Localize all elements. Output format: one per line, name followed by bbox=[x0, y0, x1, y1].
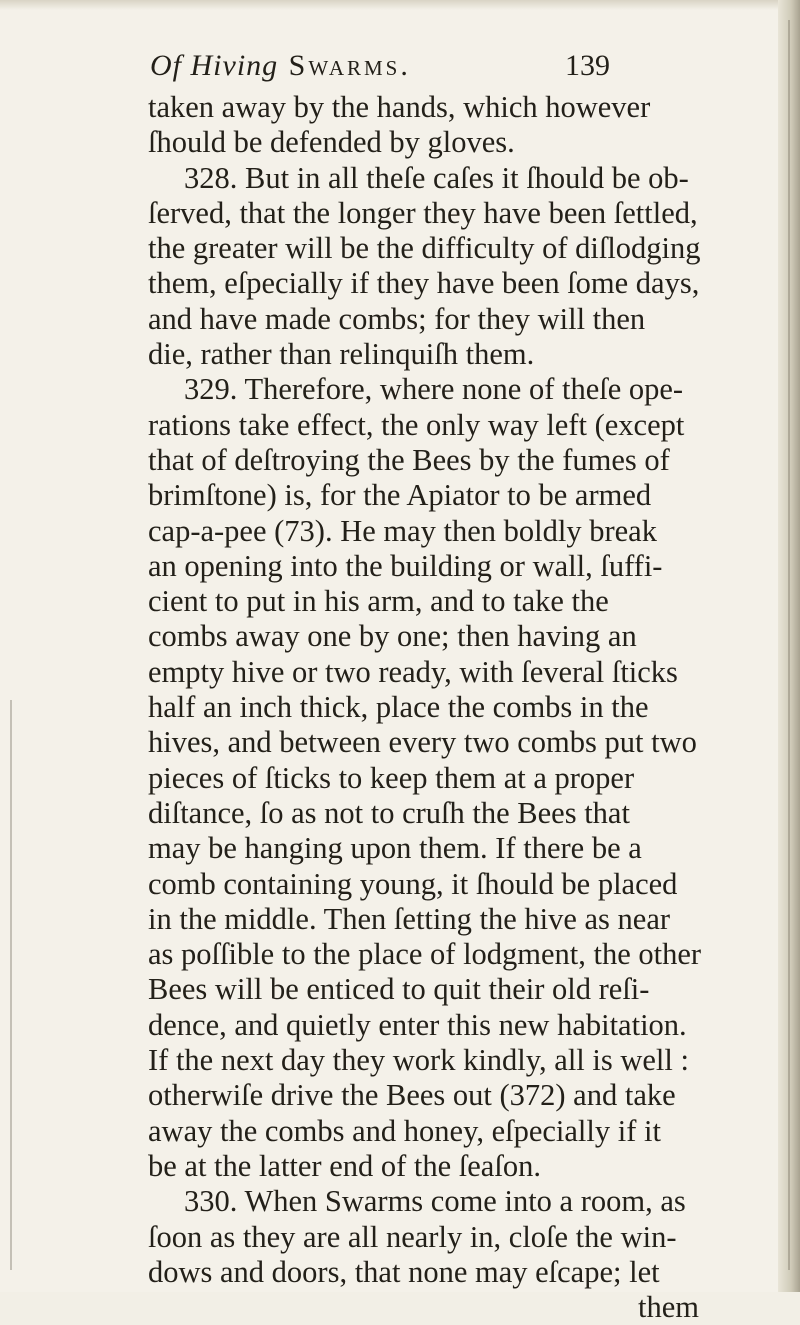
text-line: an opening into the building or wall, ſuffi- bbox=[148, 548, 663, 583]
text-line: die, rather than relinquiſh them. bbox=[148, 337, 535, 372]
text-line: pieces of ſticks to keep them at a proper bbox=[148, 760, 635, 795]
text-line: Bees will be enticed to quit their old reſi- bbox=[148, 972, 650, 1007]
text-line: cap-a-pee (73). He may then boldly break bbox=[148, 513, 657, 548]
paragraph-330-start: 330. When Swarms come into a room, as bbox=[184, 1184, 686, 1219]
text-line: empty hive or two ready, with ſeveral ſticks bbox=[148, 654, 678, 689]
running-title-italic: Hiving bbox=[190, 49, 279, 82]
text-line: dence, and quietly enter this new habitation. bbox=[148, 1007, 687, 1042]
page-edge-line bbox=[788, 20, 790, 1270]
body-text bbox=[148, 90, 778, 1325]
text-line: as poſſible to the place of lodgment, the other bbox=[148, 937, 702, 972]
text-line: otherwiſe drive the Bees out (372) and take bbox=[148, 1078, 676, 1113]
running-title-prefix: Of bbox=[150, 49, 191, 82]
running-header bbox=[150, 46, 610, 86]
catchword: them bbox=[638, 1290, 699, 1325]
text-line: the greater will be the difficulty of diſlodging bbox=[148, 231, 701, 266]
paragraph-329-start: 329. Therefore, where none of theſe ope- bbox=[184, 372, 684, 407]
paragraph-328-start: 328. But in all theſe caſes it ſhould be ob- bbox=[184, 160, 689, 195]
text-line: combs away one by one; then having an bbox=[148, 619, 637, 654]
text-line: in the middle. Then ſetting the hive as near bbox=[148, 901, 671, 936]
text-line: comb containing young, it ſhould be placed bbox=[148, 866, 678, 901]
text-line: may be hanging upon them. If there be a bbox=[148, 831, 642, 866]
text-line: be at the latter end of the ſeaſon. bbox=[148, 1148, 541, 1183]
page-number: 139 bbox=[565, 49, 610, 82]
text-line: If the next day they work kindly, all is well : bbox=[148, 1043, 689, 1078]
text-line: rations take effect, the only way left (except bbox=[148, 407, 685, 442]
text-line: half an inch thick, place the combs in the bbox=[148, 690, 649, 725]
text-line: and have made combs; for they will then bbox=[148, 301, 646, 336]
page-top-shadow bbox=[0, 0, 800, 10]
text-line: them, eſpecially if they have been ſome days, bbox=[148, 266, 700, 301]
text-line: dows and doors, that none may eſcape; let bbox=[148, 1254, 660, 1289]
running-title-caps: Swarms. bbox=[278, 49, 411, 82]
text-line: that of deſtroying the Bees by the fumes of bbox=[148, 442, 670, 477]
text-line: hives, and between every two combs put two bbox=[148, 725, 697, 760]
left-margin-mark bbox=[10, 700, 12, 1270]
text-line: diſtance, ſo as not to cruſh the Bees that bbox=[148, 795, 630, 830]
text-line: ſhould be defended by gloves. bbox=[148, 125, 515, 160]
running-title bbox=[150, 46, 411, 86]
text-line: cient to put in his arm, and to take the bbox=[148, 584, 609, 619]
text-line: taken away by the hands, which however bbox=[148, 90, 651, 124]
text-line: away the combs and honey, eſpecially if it bbox=[148, 1113, 661, 1148]
text-line: ſerved, that the longer they have been ſettled, bbox=[148, 195, 698, 230]
text-line: ſoon as they are all nearly in, cloſe the win- bbox=[148, 1219, 677, 1254]
text-line: brimſtone) is, for the Apiator to be armed bbox=[148, 478, 652, 513]
